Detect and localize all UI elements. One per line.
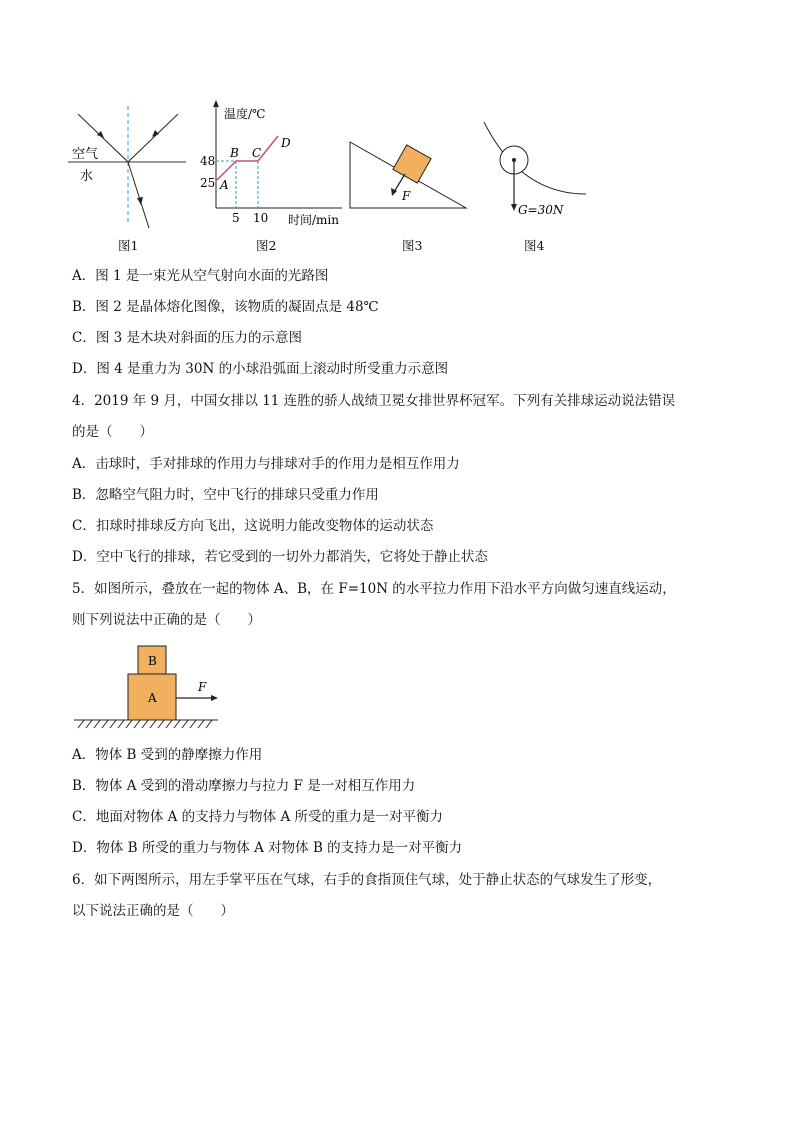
figure-4-caption: 图4: [524, 238, 545, 253]
y-axis-label: 温度/℃: [224, 107, 266, 121]
gravity-head: [511, 204, 517, 211]
q4-option-c: C．扣球时排球反方向飞出，这说明力能改变物体的运动状态: [72, 518, 434, 534]
q5-option-a: A．物体 B 受到的静摩擦力作用: [72, 747, 263, 763]
q4-option-a: A．击球时，手对排球的作用力与排球对手的作用力是相互作用力: [72, 456, 460, 472]
figure-2-caption: 图2: [256, 238, 277, 253]
block-b-label: B: [148, 654, 157, 668]
air-label: 空气: [72, 147, 99, 162]
force-f-label: F: [402, 189, 411, 203]
figure-5-stacked-blocks: [72, 642, 220, 732]
incident-arrow: [97, 131, 104, 138]
gravity-label: G=30N: [518, 203, 564, 217]
point-c: C: [252, 146, 262, 160]
temperature-curve: [217, 136, 278, 180]
refracted-ray: [128, 162, 149, 228]
q5-stem-line1: 5．如图所示，叠放在一起的物体 A、B，在 F=10N 的水平拉力作用下沿水平方向做匀速直线运动，: [72, 581, 676, 597]
q3-option-a: A．图 1 是一束光从空气射向水面的光路图: [72, 268, 329, 284]
q3-option-d: D．图 4 是重力为 30N 的小球沿弧面上滚动时所受重力示意图: [72, 361, 449, 377]
q5-option-b: B．物体 A 受到的滑动摩擦力与拉力 F 是一对相互作用力: [72, 778, 416, 794]
block-a-label: A: [148, 691, 157, 705]
q3-option-c: C．图 3 是木块对斜面的压力的示意图: [72, 330, 303, 346]
q4-stem-line1: 4．2019 年 9 月，中国女排以 11 连胜的骄人战绩卫冕女排世界杯冠军。下列有关排球运动说法错误: [72, 393, 676, 409]
q6-stem-line2: 以下说法正确的是（ ）: [72, 903, 234, 919]
figure-1-caption: 图1: [118, 238, 139, 253]
reflected-ray: [128, 114, 178, 162]
tick-48: 48: [200, 154, 216, 168]
water-label: 水: [80, 169, 94, 184]
ground-hatching: [78, 720, 212, 728]
y-axis-arrow: [213, 100, 219, 107]
q5-option-d: D．物体 B 所受的重力与物体 A 对物体 B 的支持力是一对平衡力: [72, 840, 463, 856]
q5-option-c: C．地面对物体 A 的支持力与物体 A 所受的重力是一对平衡力: [72, 809, 443, 825]
figure-3-caption: 图3: [402, 238, 423, 253]
point-d: D: [281, 136, 291, 150]
q4-option-b: B．忽略空气阻力时，空中飞行的排球只受重力作用: [72, 487, 379, 503]
figure-2-melting-graph: [196, 100, 346, 228]
q5-stem-line2: 则下列说法中正确的是（ ）: [72, 612, 261, 628]
q4-option-d: D．空中飞行的排球，若它受到的一切外力都消失，它将处于静止状态: [72, 549, 488, 565]
point-a: A: [220, 178, 229, 192]
tick-10: 10: [253, 211, 269, 225]
q4-stem-line2: 的是（ ）: [72, 424, 153, 440]
figure-1-refraction: [66, 104, 196, 234]
tick-5: 5: [232, 211, 240, 225]
curved-surface: [484, 122, 586, 194]
point-b: B: [230, 146, 239, 160]
figure-3-incline: [346, 138, 470, 214]
q6-stem-line1: 6．如下两图所示，用左手掌平压在气球，右手的食指顶住气球，处于静止状态的气球发生了形变，: [72, 872, 662, 888]
pull-force-head: [211, 695, 218, 701]
x-axis-label: 时间/min: [288, 213, 339, 227]
refracted-arrow: [137, 197, 143, 205]
q3-option-b: B．图 2 是晶体熔化图像，该物质的凝固点是 48℃: [72, 299, 379, 315]
tick-25: 25: [200, 176, 216, 190]
figure-4-ball: [480, 118, 590, 222]
pull-force-label: F: [198, 680, 207, 694]
